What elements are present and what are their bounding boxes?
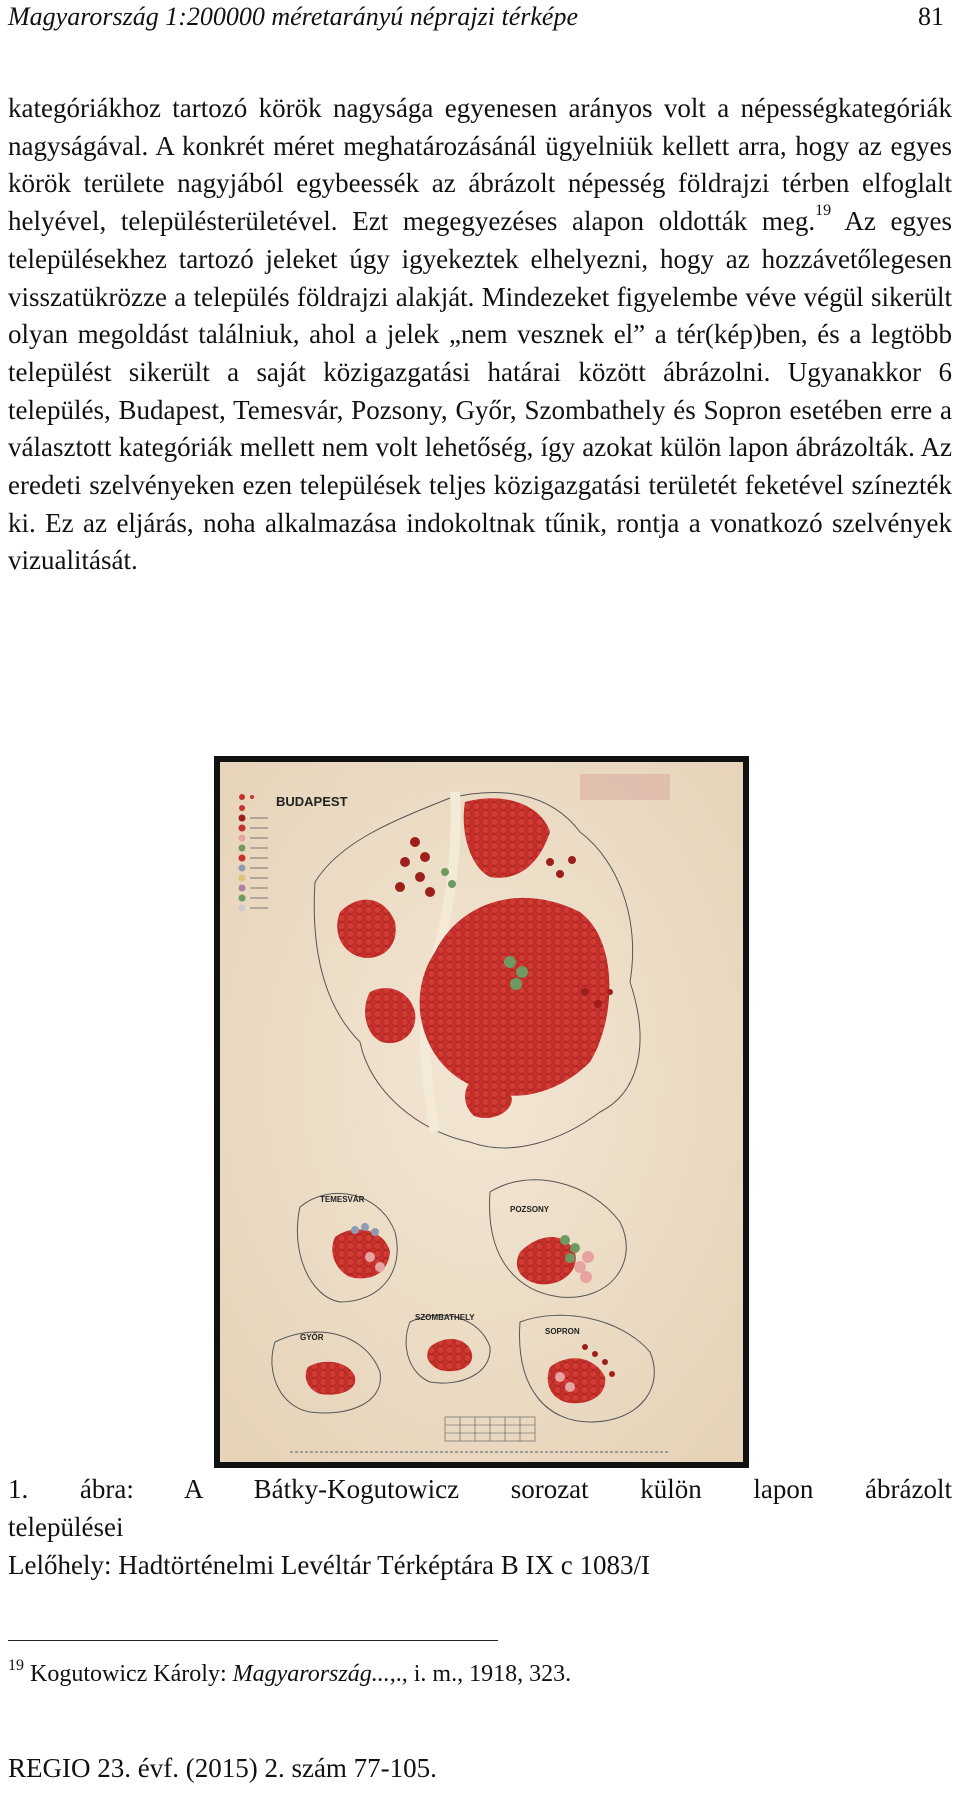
figure-caption [8, 1470, 952, 1584]
pozsony-label: POZSONY [510, 1205, 550, 1214]
page-number: 81 [918, 2, 944, 31]
temesvar-label: TEMESVÁR [320, 1195, 365, 1204]
running-header [8, 0, 952, 36]
archive-stamp [580, 774, 670, 800]
text-after-footnote-ref: Az egyes településekhez tartozó jeleket úgy igyekeztek elhelyezni, hogy az hozzávetőlegesen visszatükrözze a település földrajzi alakját. Mindezeket figyelembe véve végül sikerült olyan megoldást találniuk, ahol a jelek „nem vesznek el” a tér(kép)ben, és a legtöbb települést sikerült a saját közigazgatási határai között ábrázolni. Ugyanakkor 6 település, Budapest, Temesvár, Pozsony, Győr, Szombathely és Sopron esetében erre a választott kategóriák mellett nem volt lehetőség, így azokat külön lapon ábrázolták. Az eredeti szelvényeken ezen települések teljes közigazgatási területét feketével színezték ki. Ez az eljárás, noha alkalmazása indokoltnak tűnik, rontja a vonatkozó szelvények vizualitását. [8, 206, 952, 576]
gyor-label: GYŐR [300, 1333, 324, 1342]
footnote-rest: ,., i. m., 1918, 323. [389, 1661, 572, 1687]
footnote-title: Magyarország... [232, 1661, 390, 1687]
footnote-divider [8, 1640, 498, 1641]
footnote-number: 19 [8, 1657, 24, 1674]
ethnographic-map-image [220, 762, 743, 1462]
footnote [8, 1658, 952, 1690]
budapest-label: BUDAPEST [276, 794, 348, 809]
caption-source: Lelőhely: Hadtörténelmi Levéltár Térképtára B IX c 1083/I [8, 1550, 651, 1580]
footnote-author: Kogutowicz Károly: [24, 1661, 233, 1687]
page-footer: REGIO 23. évf. (2015) 2. szám 77-105. [8, 1753, 437, 1783]
szombathely-label: SZOMBATHELY [415, 1313, 475, 1322]
running-title: Magyarország 1:200000 méretarányú néprajzi térképe [8, 2, 578, 31]
body-paragraph [8, 90, 952, 580]
footnote-reference[interactable]: 19 [815, 202, 832, 220]
sopron-label: SOPRON [545, 1327, 580, 1336]
caption-title: 1. ábra: A Bátky-Kogutowicz sorozat külön lapon ábrázolt [8, 1474, 952, 1504]
map-figure [214, 756, 749, 1468]
body-paragraph-text [8, 90, 952, 580]
text-before-footnote-ref: kategóriákhoz tartozó körök nagysága egyenesen arányos volt a népességkategóriák nagyságával. A konkrét méret meghatározásánál ügyelniük kellett arra, hogy az egyes körök területe nagyjából egybeessék az ábrázolt népesség földrajzi térben elfoglalt helyével, településterületével. Ezt megegyezéses alapon oldották meg. [8, 93, 952, 237]
caption-title-continued: települései [8, 1512, 124, 1542]
